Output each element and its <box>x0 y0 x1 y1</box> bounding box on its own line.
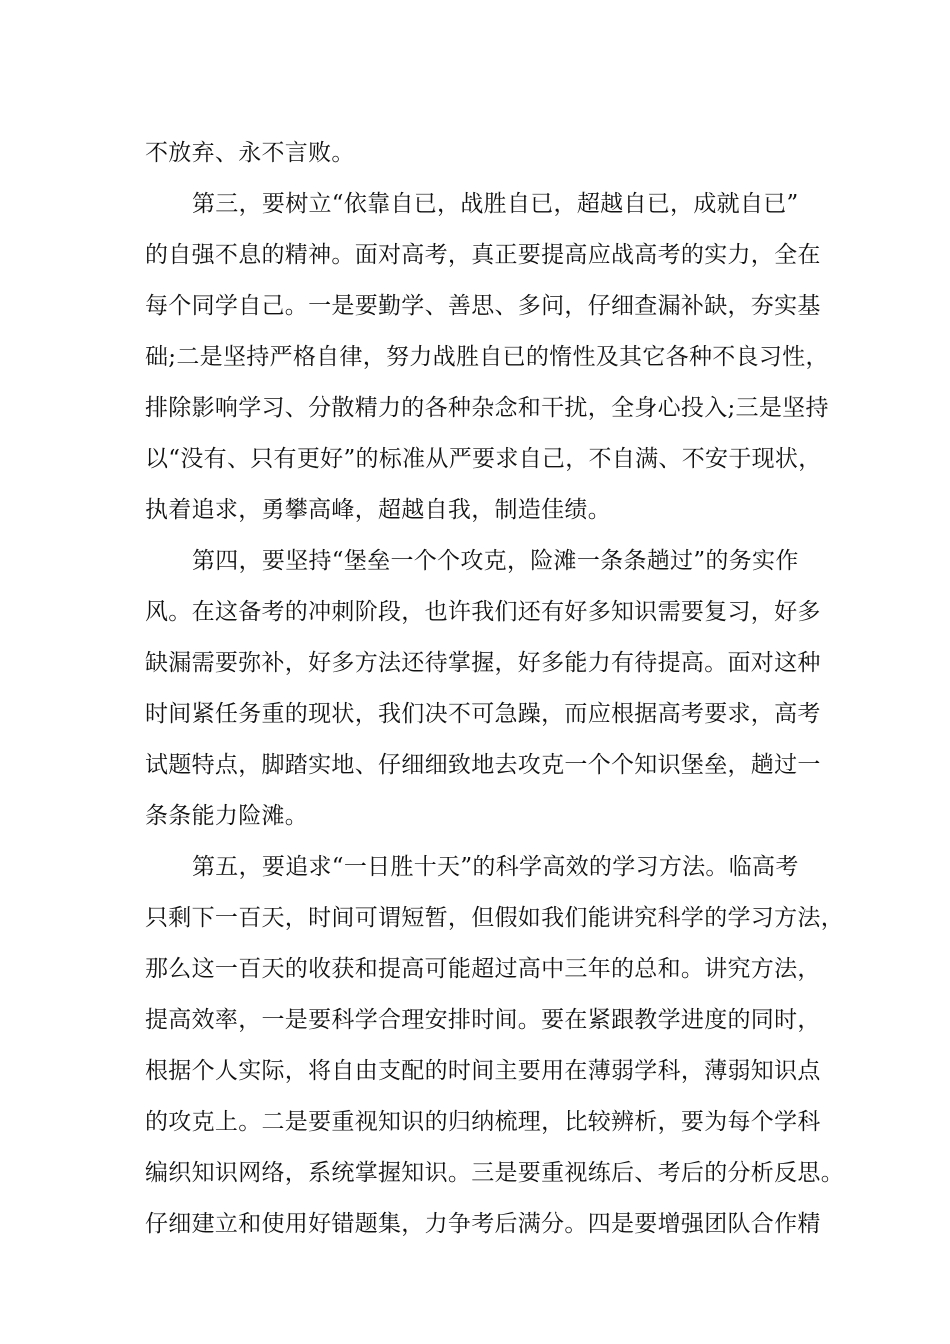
text-line: 每个同学自己。一是要勤学、善思、多问，仔细查漏补缺，夯实基 <box>145 293 821 319</box>
paragraph-start-line: 第三，要树立“依靠自已，战胜自已，超越自已，成就自已” <box>192 191 799 217</box>
text-line: 以“没有、只有更好”的标准从严要求自己，不自满、不安于现状， <box>145 446 822 472</box>
text-line: 那么这一百天的收获和提高可能超过高中三年的总和。讲究方法， <box>145 956 821 982</box>
text-line: 只剩下一百天，时间可谓短暂，但假如我们能讲究科学的学习方法， <box>145 905 844 931</box>
paragraph-start-line: 第四，要坚持“堡垒一个个攻克，险滩一条条趟过”的务实作 <box>192 548 799 574</box>
text-line: 条条能力险滩。 <box>145 803 309 829</box>
text-line: 的攻克上。二是要重视知识的归纳梳理，比较辨析，要为每个学科 <box>145 1109 821 1135</box>
text-line: 执着追求，勇攀高峰，超越自我，制造佳绩。 <box>145 497 611 523</box>
text-line: 试题特点，脚踏实地、仔细细致地去攻克一个个知识堡垒，趟过一 <box>145 752 821 778</box>
text-line: 础;二是坚持严格自律，努力战胜自已的惰性及其它各种不良习性， <box>145 344 829 370</box>
text-line: 不放弃、永不言败。 <box>145 140 355 166</box>
text-line: 时间紧任务重的现状，我们决不可急躁，而应根据高考要求，高考 <box>145 701 821 727</box>
text-line: 的自强不息的精神。面对高考，真正要提高应战高考的实力，全在 <box>145 242 821 268</box>
text-line: 根据个人实际，将自由支配的时间主要用在薄弱学科，薄弱知识点 <box>145 1058 821 1084</box>
text-line: 编织知识网络，系统掌握知识。三是要重视练后、考后的分析反思。 <box>145 1160 844 1186</box>
text-line: 提高效率，一是要科学合理安排时间。要在紧跟教学进度的同时， <box>145 1007 821 1033</box>
text-line: 缺漏需要弥补，好多方法还待掌握，好多能力有待提高。面对这种 <box>145 650 821 676</box>
paragraph-start-line: 第五，要追求“一日胜十天”的科学高效的学习方法。临高考 <box>192 854 799 880</box>
text-line: 风。在这备考的冲刺阶段，也许我们还有好多知识需要复习，好多 <box>145 599 821 625</box>
text-line: 仔细建立和使用好错题集，力争考后满分。四是要增强团队合作精 <box>145 1211 821 1237</box>
text-line: 排除影响学习、分散精力的各种杂念和干扰，全身心投入;三是坚持 <box>145 395 829 421</box>
